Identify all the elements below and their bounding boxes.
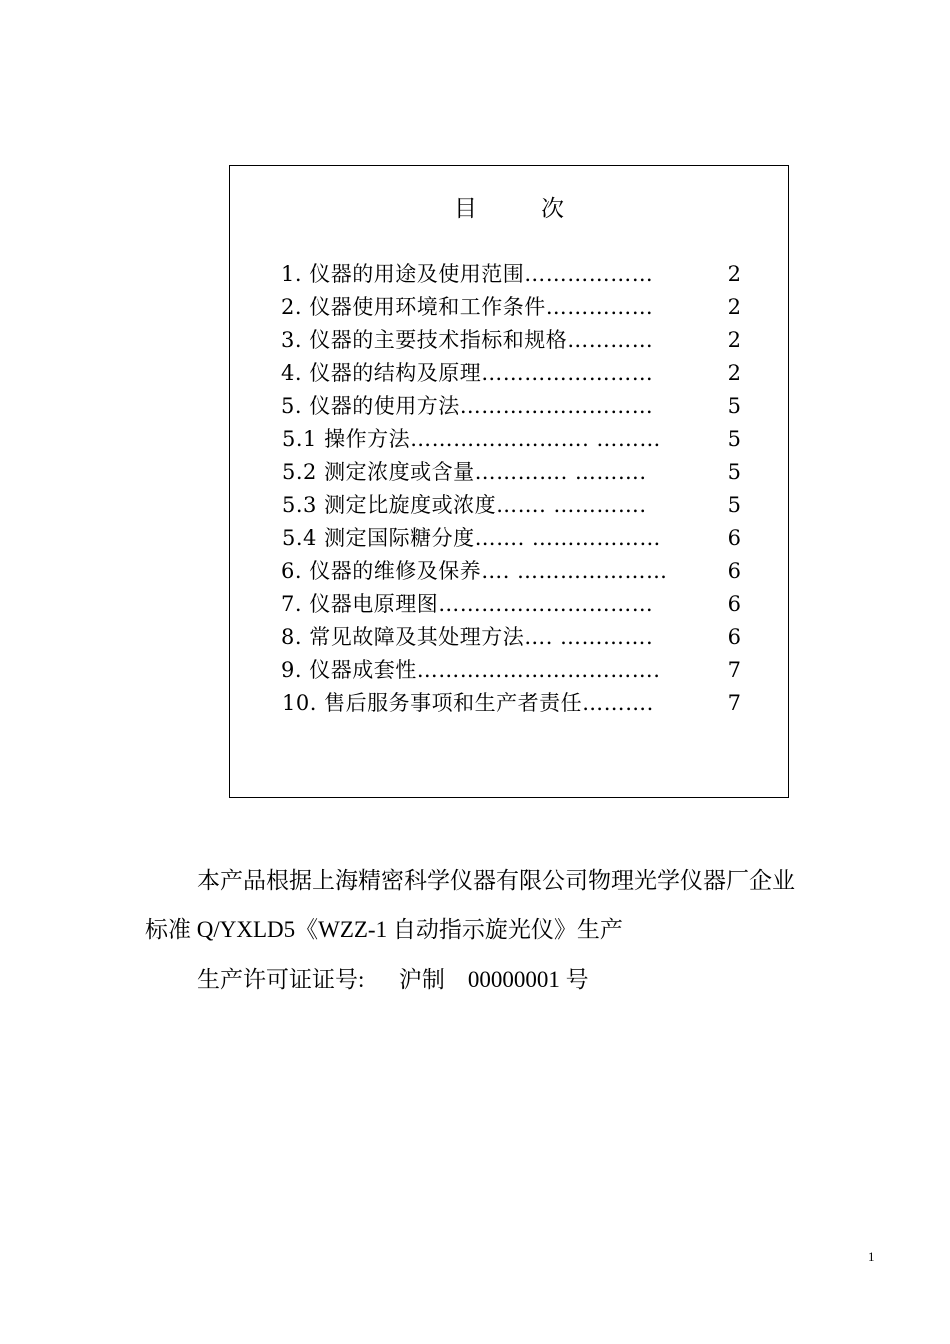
toc-entry xyxy=(282,687,741,720)
toc-entry-page: 5 xyxy=(727,493,741,517)
toc-entry-page: 2 xyxy=(727,361,741,385)
body-paragraph-line-1: 本产品根据上海精密科学仪器有限公司物理光学仪器厂企业 xyxy=(197,868,795,893)
toc-entry xyxy=(281,588,741,621)
toc-entry-text: 10. 售后服务事项和生产者责任………. xyxy=(282,691,654,715)
toc-entry-page: 5 xyxy=(727,394,741,418)
toc-entry-text: 5.1 操作方法……………………. ……… xyxy=(282,427,661,451)
toc-entry xyxy=(282,456,741,489)
toc-entry-page: 5 xyxy=(727,427,741,451)
toc-entry-text: 7. 仪器电原理图………………………… xyxy=(281,592,654,616)
toc-entry xyxy=(281,324,741,357)
toc-entry-text: 8. 常见故障及其处理方法…. …………. xyxy=(281,625,654,649)
toc-entry-page: 2 xyxy=(727,295,741,319)
toc-entry xyxy=(282,423,741,456)
toc-entry xyxy=(281,390,741,423)
toc-entry-page: 7 xyxy=(727,658,741,682)
toc-entry-page: 6 xyxy=(727,559,741,583)
toc-entry-page: 2 xyxy=(727,262,741,286)
toc-entry-page: 6 xyxy=(727,625,741,649)
toc-entry xyxy=(281,258,741,291)
toc-entry-page: 2 xyxy=(727,328,741,352)
toc-entry-text: 5.2 测定浓度或含量…………. ………. xyxy=(282,460,647,484)
toc-entry-text: 5.3 测定比旋度或浓度……. …………. xyxy=(282,493,647,517)
toc-entry xyxy=(281,555,741,588)
toc-entry xyxy=(281,654,741,687)
toc-entry-page: 7 xyxy=(727,691,741,715)
toc-entry-text: 5.4 测定国际糖分度……. ……………… xyxy=(282,526,661,550)
toc-entry-page: 6 xyxy=(727,592,741,616)
toc-entry-text: 3. 仪器的主要技术指标和规格………… xyxy=(281,328,654,352)
toc-title-part2: 次 xyxy=(541,196,564,222)
toc-title-part1: 目 xyxy=(454,196,477,222)
license-number-line: 生产许可证证号: 沪制 00000001 号 xyxy=(197,967,589,992)
toc-entry-page: 5 xyxy=(727,460,741,484)
toc-entry-text: 2. 仪器使用环境和工作条件…………… xyxy=(281,295,654,319)
toc-entry-text: 1. 仪器的用途及使用范围……………… xyxy=(281,262,654,286)
toc-entry-page: 6 xyxy=(727,526,741,550)
page-number: 1 xyxy=(868,1249,875,1264)
body-paragraph-line-2: 标准 Q/YXLD5《WZZ-1 自动指示旋光仪》生产 xyxy=(145,917,623,942)
toc-entry xyxy=(281,357,741,390)
toc-entry xyxy=(282,489,741,522)
toc-entry-text: 5. 仪器的使用方法……………………… xyxy=(281,394,654,418)
toc-entry-text: 9. 仪器成套性……………………………. xyxy=(281,658,661,682)
toc-entry-text: 6. 仪器的维修及保养…. ………………… xyxy=(281,559,668,583)
toc-entry xyxy=(281,621,741,654)
toc-entry xyxy=(282,522,741,555)
toc-entry-text: 4. 仪器的结构及原理…………………… xyxy=(281,361,654,385)
toc-entry xyxy=(281,291,741,324)
